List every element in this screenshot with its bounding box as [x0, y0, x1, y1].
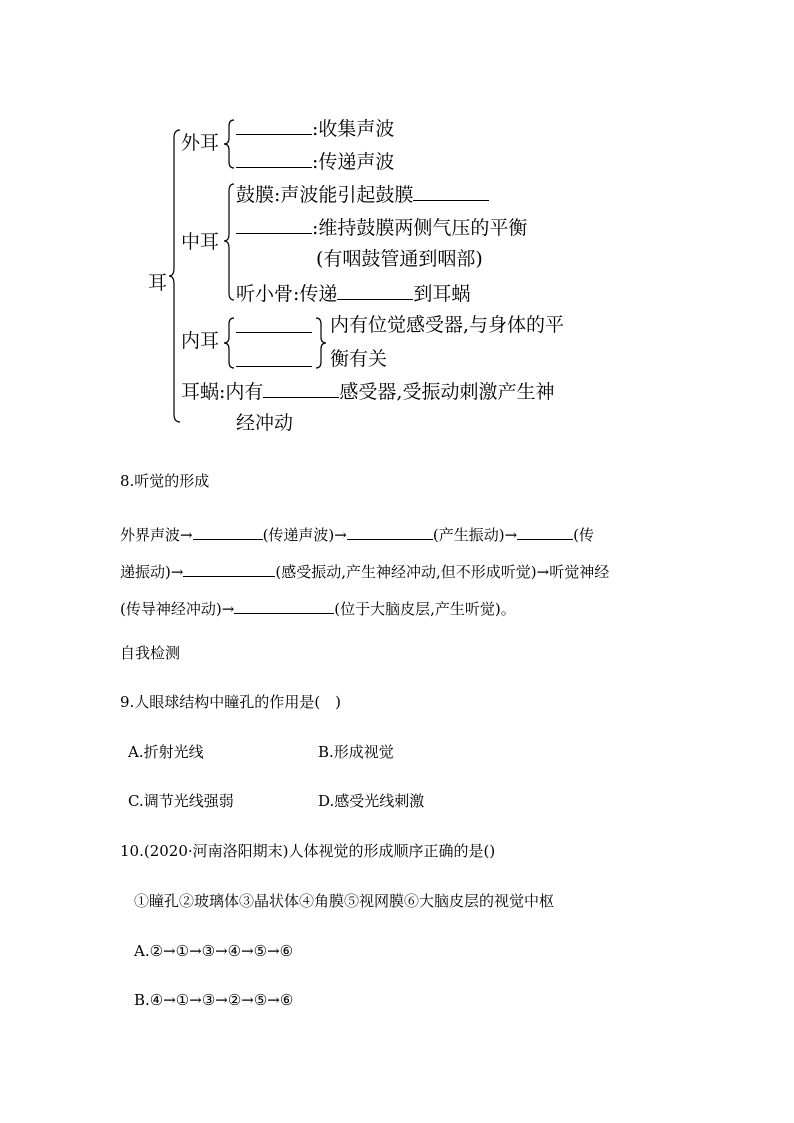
answer-blank[interactable]	[236, 118, 312, 135]
q10-stem: 10.(2020·河南洛阳期末)人体视觉的形成顺序正确的是()	[120, 842, 496, 860]
middle-ear-line2-text: :维持鼓膜两侧气压的平衡	[312, 217, 528, 239]
s8-text: (传	[573, 526, 594, 544]
s8-text: 外界声波→	[120, 526, 193, 544]
q10-items: ①瞳孔②玻璃体③晶状体④角膜⑤视网膜⑥大脑皮层的视觉中枢	[134, 892, 555, 910]
middle-ear-line2	[236, 217, 527, 238]
q10-option-b[interactable]: B.④→①→③→②→⑤→⑥	[134, 991, 294, 1009]
q9-option-d[interactable]: D.感受光线刺激	[318, 792, 425, 810]
outer-ear-line2-text: :传递声波	[312, 151, 395, 173]
answer-blank[interactable]	[236, 350, 312, 367]
middle-ear-line4b-text: 到耳蜗	[413, 283, 471, 305]
s8-text: (位于大脑皮层,产生听觉)。	[334, 600, 516, 618]
q10-option-a[interactable]: A.②→①→③→④→⑤→⑥	[134, 942, 294, 960]
answer-blank[interactable]	[236, 217, 312, 234]
q9-stem: 9.人眼球结构中瞳孔的作用是( )	[120, 693, 342, 711]
section8-line3	[120, 597, 516, 617]
outer-ear-line2	[236, 151, 394, 172]
s8-text: 递振动)→	[120, 563, 184, 581]
middle-ear-label: 中耳	[181, 231, 220, 253]
middle-ear-line4	[236, 283, 470, 304]
self-check-heading: 自我检测	[120, 644, 181, 662]
section8-title: 8.听觉的形成	[120, 472, 210, 490]
middle-ear-line3: (有咽鼓管通到咽部)	[316, 248, 483, 270]
inner-ear-blank1-row	[236, 316, 312, 337]
answer-blank[interactable]	[234, 597, 334, 614]
q9-option-b[interactable]: B.形成视觉	[318, 743, 394, 761]
inner-ear-blank2-row	[236, 350, 312, 371]
answer-blank[interactable]	[183, 560, 275, 577]
inner-ear-closing-brace	[314, 316, 328, 370]
middle-ear-line1	[236, 184, 489, 205]
s8-text: (感受振动,产生神经冲动,但不形成听觉)→听觉神经	[275, 563, 610, 581]
outer-ear-line1	[236, 118, 394, 139]
s8-text: (传导神经冲动)→	[120, 600, 235, 618]
ear-main-brace	[168, 128, 184, 424]
q9-option-a[interactable]: A.折射光线	[128, 743, 204, 761]
middle-ear-line1-text: 鼓膜:声波能引起鼓膜	[236, 184, 414, 206]
outer-ear-line1-text: :收集声波	[312, 118, 395, 140]
answer-blank[interactable]	[263, 381, 339, 398]
ear-root-label: 耳	[148, 272, 168, 294]
s8-text: (传递声波)→	[262, 526, 347, 544]
answer-blank[interactable]	[236, 316, 312, 333]
middle-ear-brace	[222, 182, 236, 302]
outer-ear-brace	[222, 118, 236, 170]
section8-line2	[120, 560, 609, 580]
inner-ear-text1: 内有位觉感受器,与身体的平	[330, 314, 565, 336]
middle-ear-line4a-text: 听小骨:传递	[236, 283, 338, 305]
answer-blank[interactable]	[347, 523, 433, 540]
cochlea-text-b: 感受器,受振动刺激产生神	[339, 381, 555, 403]
s8-text: (产生振动)→	[432, 526, 518, 544]
inner-ear-label: 内耳	[181, 330, 220, 352]
q9-option-c[interactable]: C.调节光线强弱	[128, 792, 234, 810]
cochlea-text-a: 耳蜗:内有	[181, 381, 264, 403]
cochlea-line-cont: 经冲动	[236, 412, 294, 434]
inner-ear-brace	[222, 316, 236, 370]
answer-blank[interactable]	[413, 184, 489, 201]
answer-blank[interactable]	[236, 151, 312, 168]
answer-blank[interactable]	[517, 523, 573, 540]
outer-ear-label: 外耳	[181, 132, 220, 154]
section8-line1	[120, 523, 594, 543]
answer-blank[interactable]	[337, 283, 413, 300]
inner-ear-text2: 衡有关	[330, 348, 388, 370]
cochlea-line	[181, 381, 554, 402]
answer-blank[interactable]	[193, 523, 263, 540]
